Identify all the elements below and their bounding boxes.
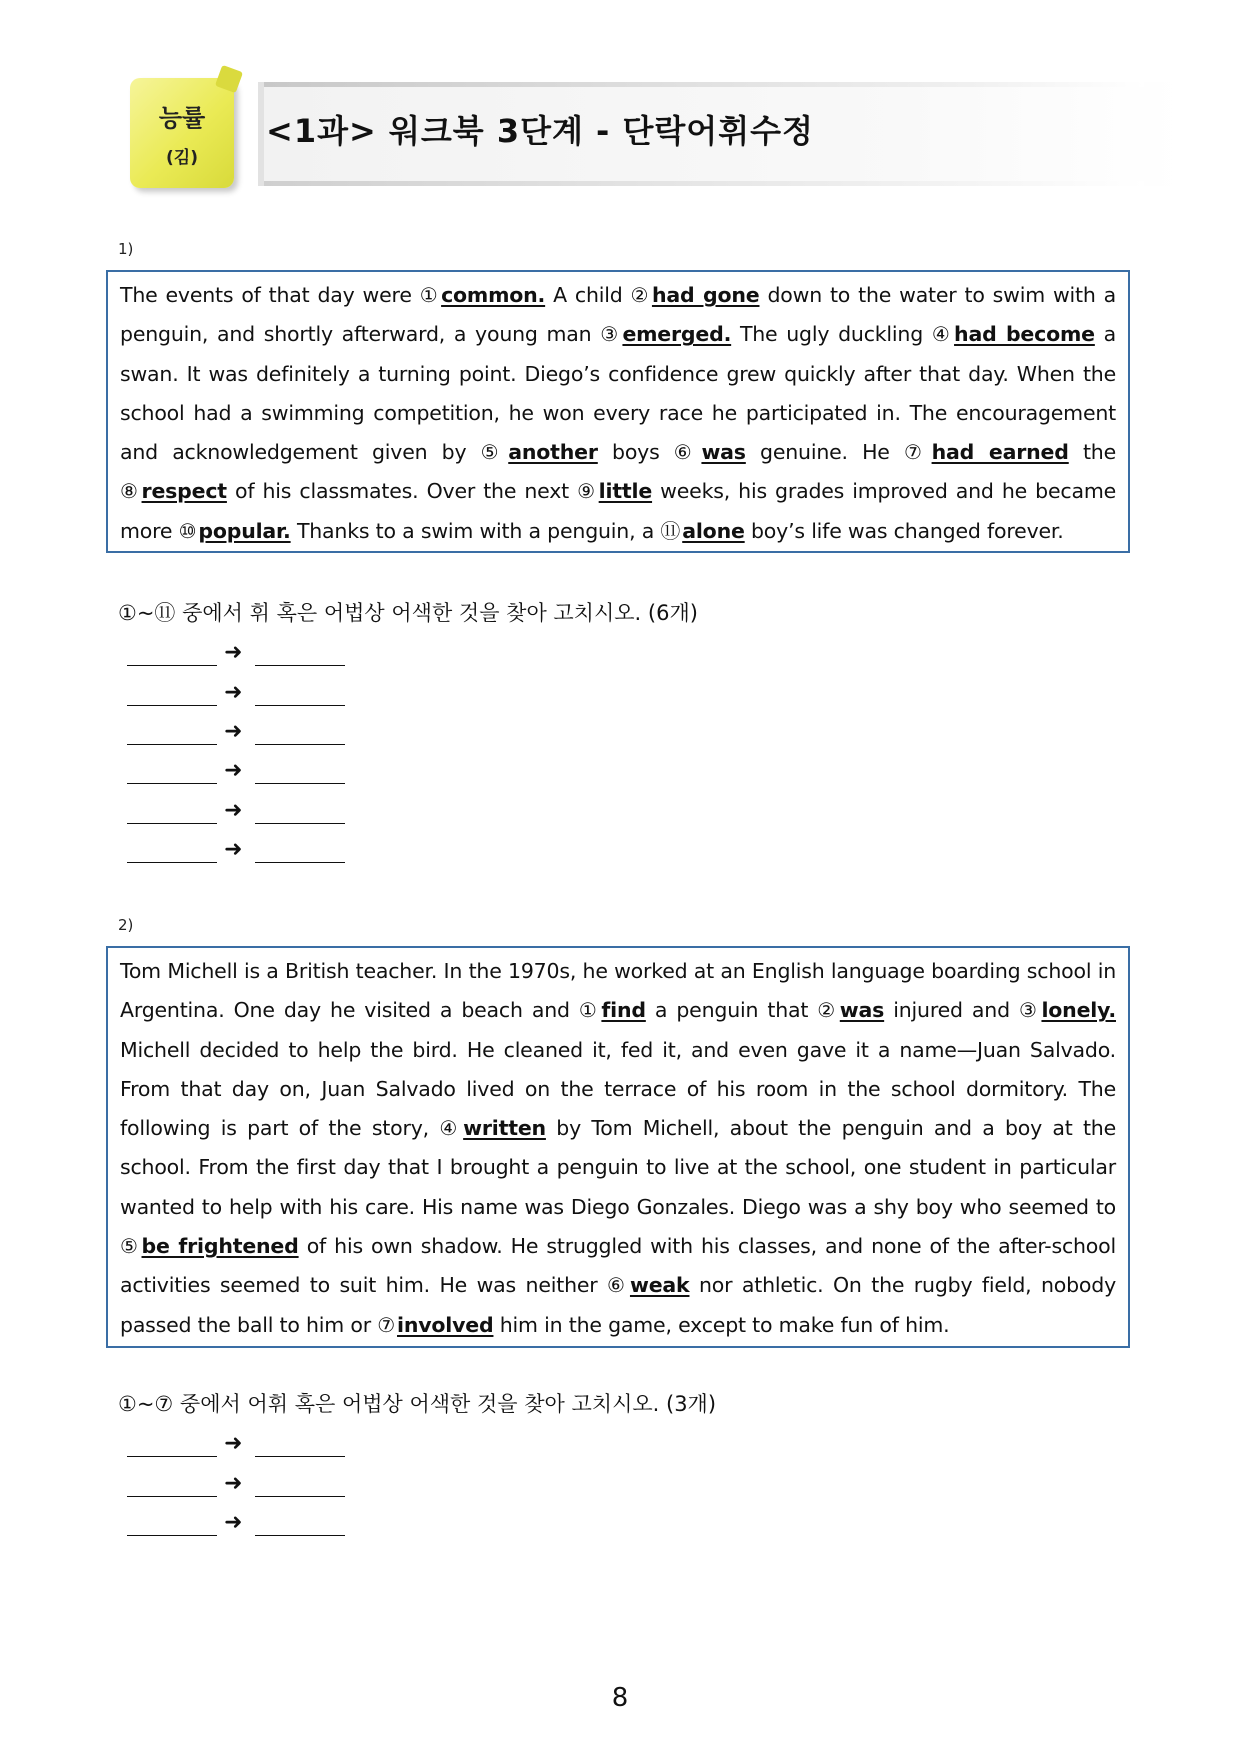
badge-title: 능률	[158, 104, 206, 132]
page-number: 8	[611, 1683, 629, 1713]
instruction-2: ①~⑦ 중에서 어휘 혹은 어법상 어색한 것을 찾아 고치시오. (3개)	[118, 1392, 717, 1416]
answer-line[interactable]	[127, 798, 357, 830]
arrow-icon: ➜	[224, 1510, 243, 1535]
answer-line[interactable]	[127, 1510, 357, 1542]
passage-1: The events of that day were ①common. A child ②had gone down to the water to swim with a penguin, and shortly afterward, a young man ③emerged. The ugly duckling ④had become a swan. It was definitely a turning point. Diego’s confidence grew quickly after that day. When the school had a swimming competition, he won every race he participated in. The encouragement and acknowledgement given by ⑤another boys ⑥was genuine. He ⑦had earned the ⑧respect of his classmates. Over the next ⑨little weeks, his grades improved and he became more ⑩popular. Thanks to a swim with a penguin, a ⑪alone boy’s life was changed forever.	[106, 270, 1130, 553]
arrow-icon: ➜	[224, 719, 243, 744]
answer-line[interactable]	[127, 1471, 357, 1503]
answer-line[interactable]	[127, 640, 357, 672]
arrow-icon: ➜	[224, 1431, 243, 1456]
arrow-icon: ➜	[224, 837, 243, 862]
answer-line[interactable]	[127, 1431, 357, 1463]
answer-line[interactable]	[127, 680, 357, 712]
arrow-icon: ➜	[224, 798, 243, 823]
page-title: <1과> 워크북 3단계 - 단락어휘수정	[266, 112, 814, 150]
question-number-1: 1)	[118, 240, 134, 258]
instruction-1: ①~⑪ 중에서 휘 혹은 어법상 어색한 것을 찾아 고치시오. (6개)	[118, 601, 698, 625]
arrow-icon: ➜	[224, 1471, 243, 1496]
question-number-2: 2)	[118, 916, 134, 934]
answer-line[interactable]	[127, 758, 357, 790]
answer-line[interactable]	[127, 837, 357, 869]
arrow-icon: ➜	[224, 680, 243, 705]
arrow-icon: ➜	[224, 640, 243, 665]
passage-2: Tom Michell is a British teacher. In the 1970s, he worked at an English language boarding school in Argentina. One day he visited a beach and ①find a penguin that ②was injured and ③lonely. Michell decided to help the bird. He cleaned it, fed it, and even gave it a name—Juan Salvado. From that day on, Juan Salvado lived on the terrace of his room in the school dormitory. The following is part of the story, ④written by Tom Michell, about the penguin and a boy at the school. From the first day that I brought a penguin to live at the school, one student in particular wanted to help with his care. His name was Diego Gonzales. Diego was a shy boy who seemed to ⑤be frightened of his own shadow. He struggled with his classes, and none of the after-school activities seemed to suit him. He was neither ⑥weak nor athletic. On the rugby field, nobody passed the ball to him or ⑦involved him in the game, except to make fun of him.	[106, 946, 1130, 1348]
arrow-icon: ➜	[224, 758, 243, 783]
badge-subtitle: (김)	[166, 148, 198, 168]
answer-line[interactable]	[127, 719, 357, 751]
book-badge	[130, 78, 234, 188]
